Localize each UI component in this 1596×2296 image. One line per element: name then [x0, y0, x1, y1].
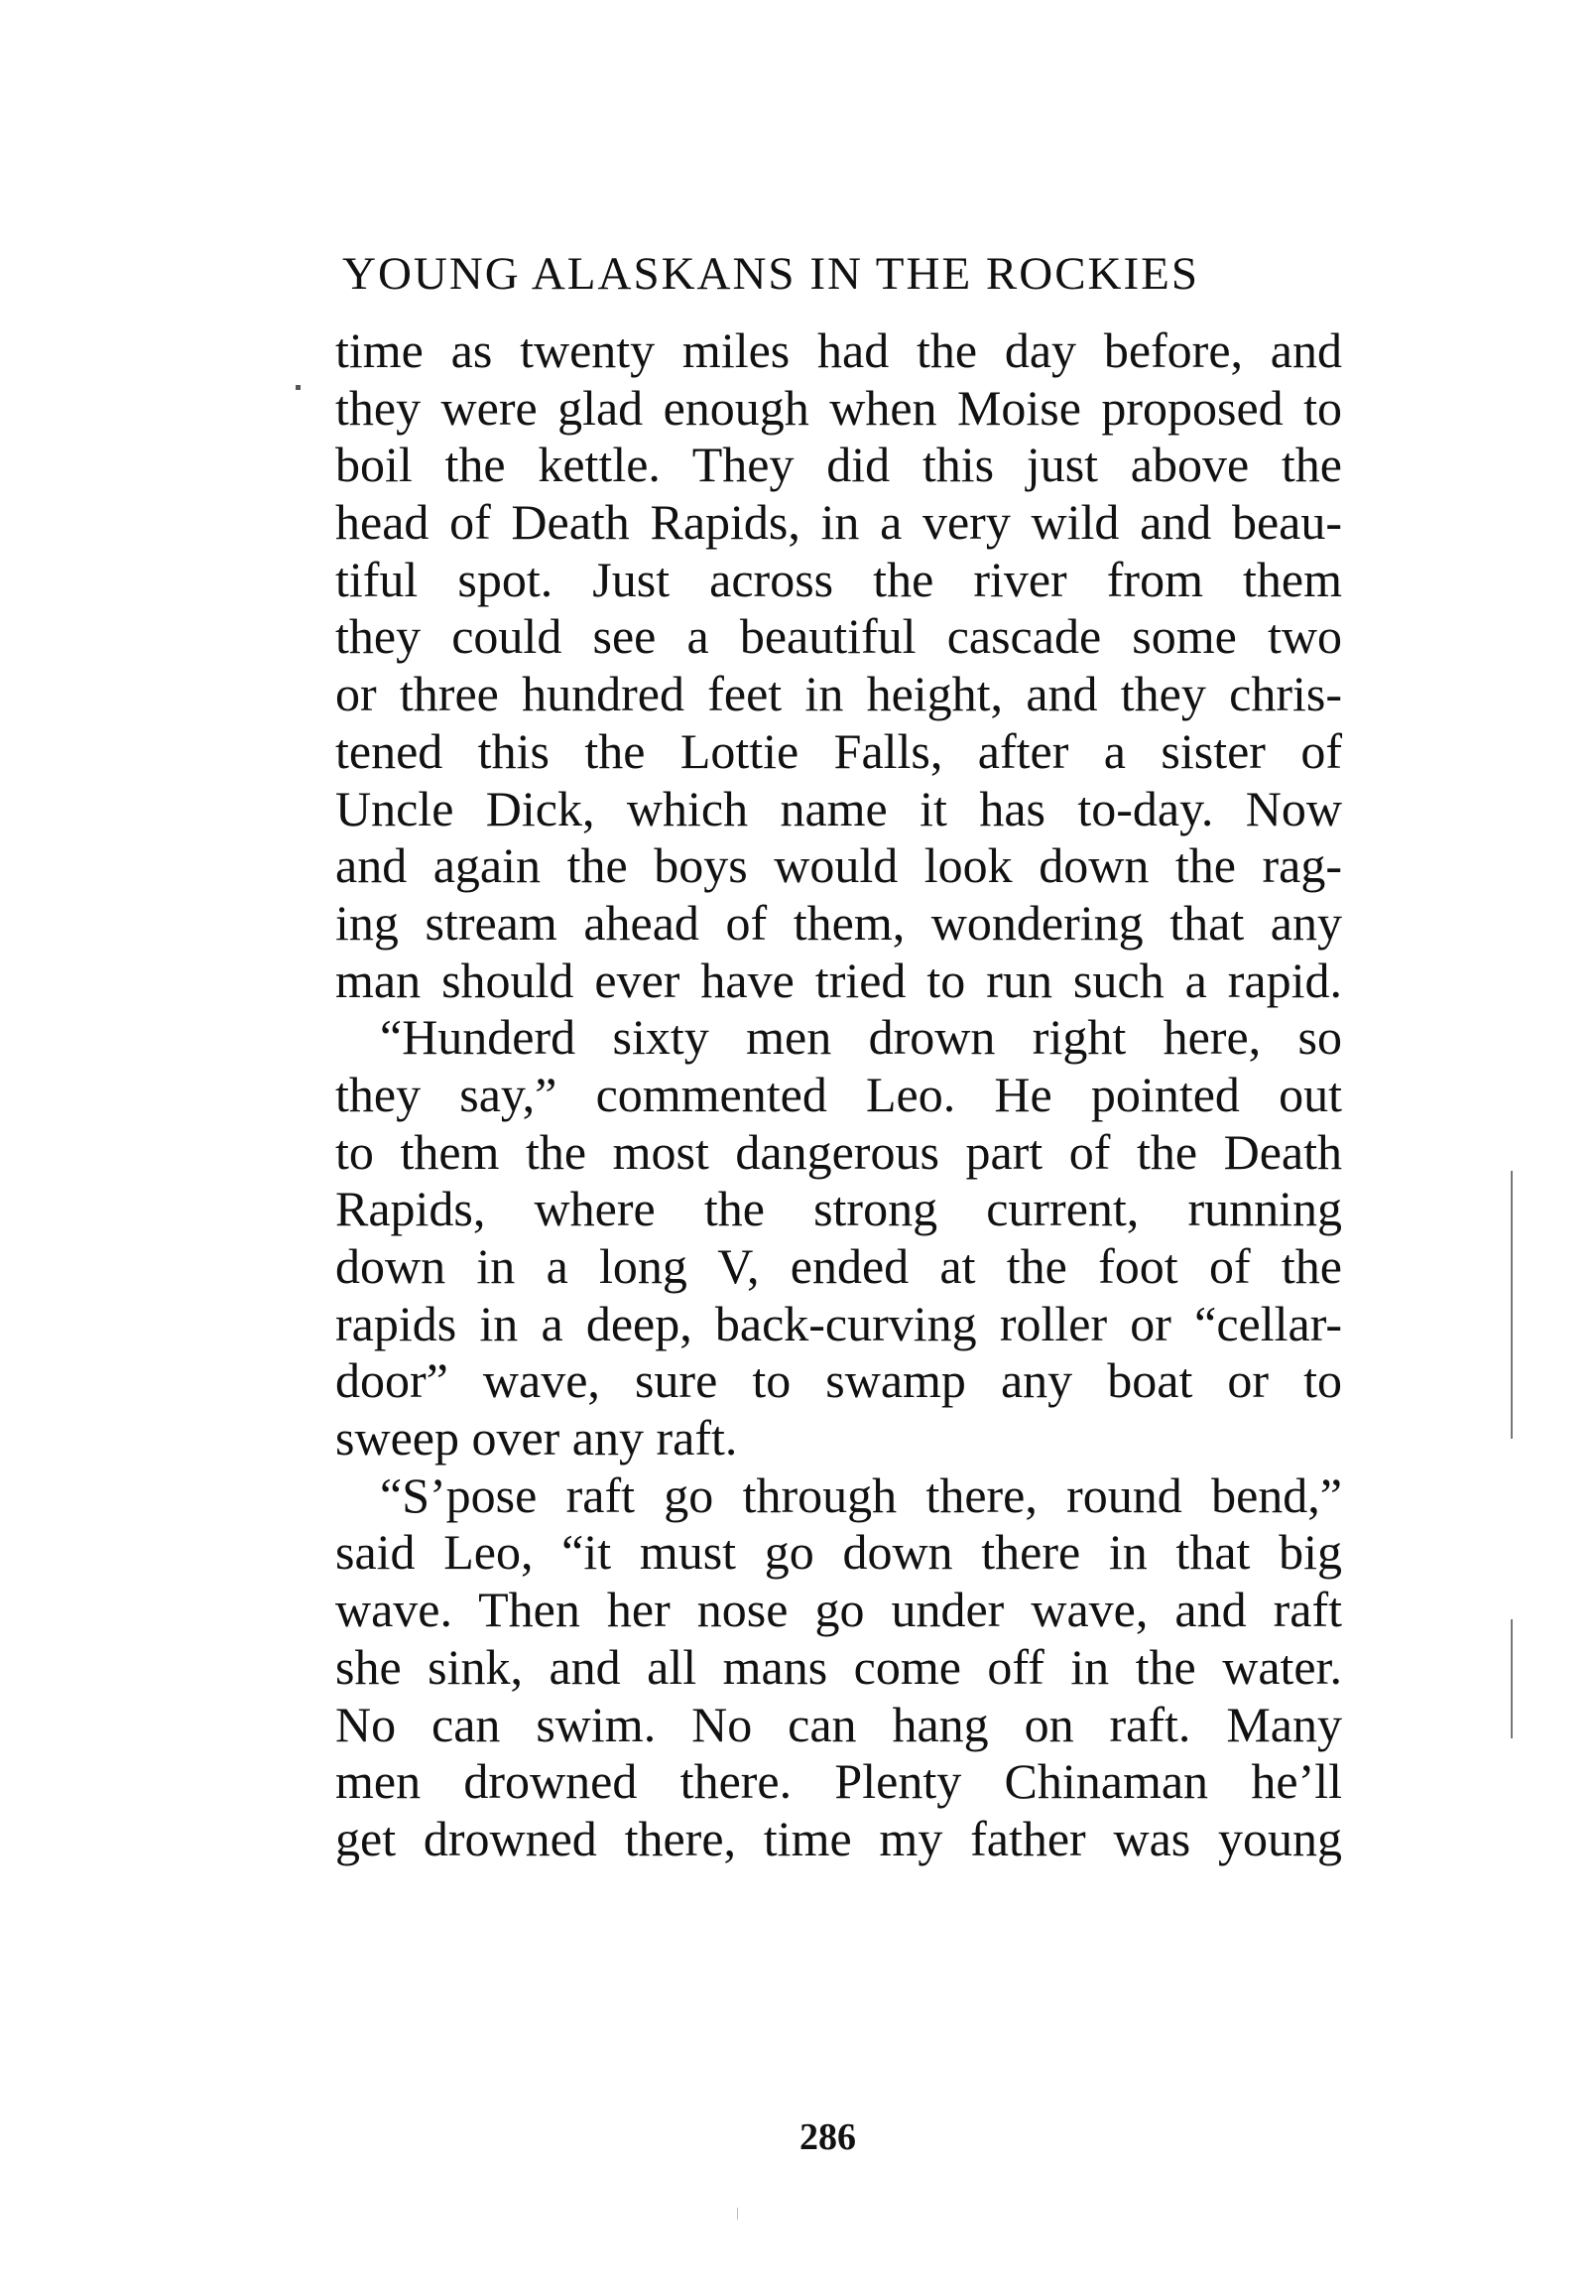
body-text	[335, 322, 1342, 1868]
text-line: get drowned there, time my father was young	[335, 1810, 1342, 1866]
scan-margin-line	[1511, 1619, 1513, 1738]
text-line: to them the most dangerous part of the Death	[335, 1123, 1342, 1180]
text-line: she sink, and all mans come off in the water.	[335, 1638, 1342, 1695]
text-line: wave. Then her nose go under wave, and raft	[335, 1582, 1342, 1638]
scan-speck	[296, 385, 301, 390]
scan-margin-line	[737, 2208, 738, 2220]
page-number: 286	[799, 2116, 856, 2158]
text-line: time as twenty miles had the day before, and	[335, 322, 1342, 378]
text-line: men drowned there. Plenty Chinaman he’ll	[335, 1753, 1342, 1810]
text-line: and again the boys would look down the rag-	[335, 837, 1342, 894]
text-line: they say,” commented Leo. He pointed out	[335, 1066, 1342, 1122]
text-line: said Leo, “it must go down there in that big	[335, 1524, 1342, 1581]
text-line: they were glad enough when Moise proposed to	[335, 379, 1342, 436]
text-line: Rapids, where the strong current, running	[335, 1181, 1342, 1237]
text-line: “Hunderd sixty men drown right here, so	[380, 1009, 1342, 1066]
text-line: Uncle Dick, which name it has to-day. Now	[335, 780, 1342, 836]
text-line: head of Death Rapids, in a very wild and beau-	[335, 494, 1342, 551]
text-line: they could see a beautiful cascade some two	[335, 608, 1342, 665]
text-line: “S’pose raft go through there, round bend,”	[380, 1467, 1342, 1523]
text-line: or three hundred feet in height, and they chris-	[335, 666, 1342, 722]
text-line: man should ever have tried to run such a rapid.	[335, 952, 1342, 1008]
running-head: YOUNG ALASKANS IN THE ROCKIES	[342, 248, 1199, 300]
text-line: boil the kettle. They did this just above the	[335, 437, 1342, 493]
text-line: tiful spot. Just across the river from them	[335, 551, 1342, 607]
text-line: down in a long V, ended at the foot of the	[335, 1238, 1342, 1294]
scan-margin-line	[1511, 1171, 1513, 1439]
text-line: sweep over any raft.	[335, 1410, 738, 1467]
text-line: tened this the Lottie Falls, after a sister of	[335, 722, 1342, 779]
text-line: No can swim. No can hang on raft. Many	[335, 1696, 1342, 1752]
text-line: ing stream ahead of them, wondering that any	[335, 894, 1342, 951]
text-line: door” wave, sure to swamp any boat or to	[335, 1352, 1342, 1409]
text-line: rapids in a deep, back-curving roller or “cellar-	[335, 1295, 1342, 1351]
